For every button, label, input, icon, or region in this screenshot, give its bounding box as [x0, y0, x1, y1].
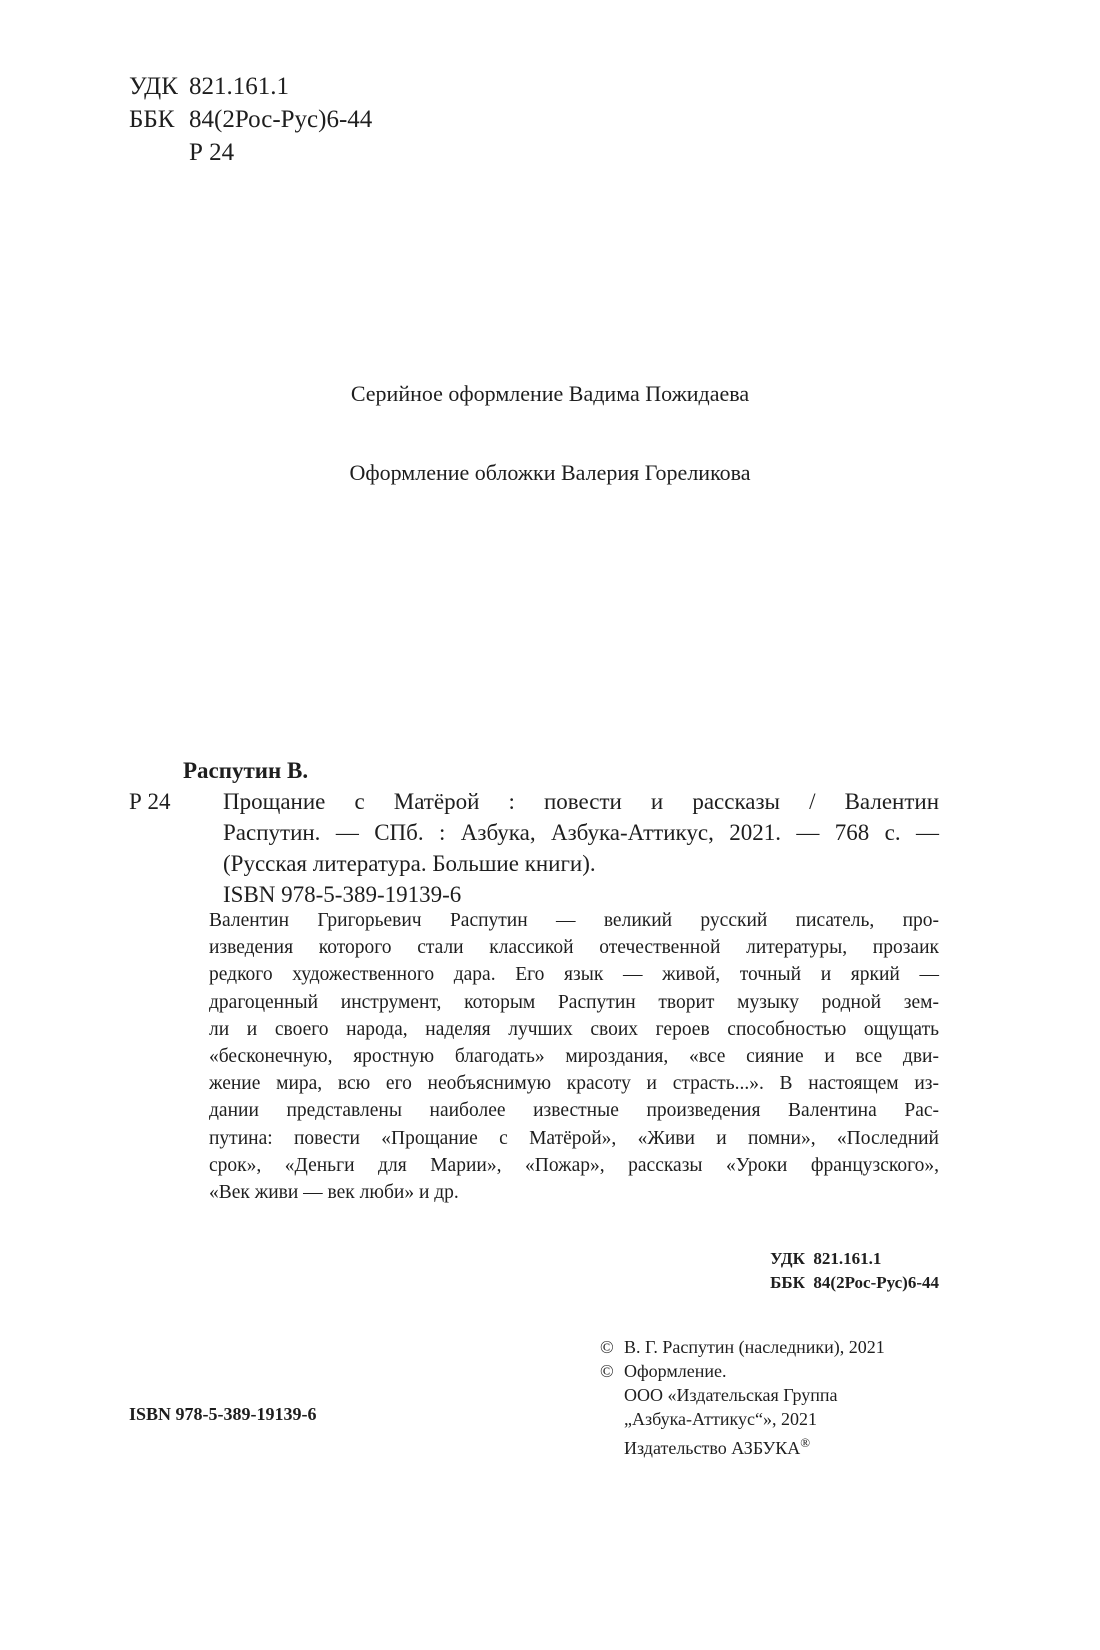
- copyright-block: [600, 1335, 885, 1460]
- entry-line: Прощание с Матёрой : повести и рассказы / Валентин: [223, 789, 939, 814]
- abstract-line: жение мира, всю его необъяснимую красоту и страсть...». В настоящем из-: [209, 1073, 939, 1095]
- bbk-row: [129, 103, 372, 136]
- registered-trademark-icon: ®: [800, 1435, 811, 1450]
- copyright-imprint: [600, 1431, 885, 1460]
- copyright-icon: ©: [600, 1337, 614, 1357]
- abstract-line: срок», «Деньги для Марии», «Пожар», рассказы «Уроки французского»,: [209, 1154, 939, 1176]
- abstract-line: Валентин Григорьевич Распутин — великий русский писатель, про-: [209, 910, 939, 931]
- abstract-line: путина: повести «Прощание с Матёрой», «Живи и помни», «Последний: [209, 1127, 939, 1149]
- udk-value: 821.161.1: [189, 73, 289, 100]
- record-abstract: [209, 907, 939, 1206]
- record-author: Распутин В.: [183, 758, 309, 783]
- abstract-line: редкого художественного дара. Его язык — живой, точный и яркий —: [209, 964, 939, 986]
- entry-line: Распутин. — СПб. : Азбука, Азбука-Аттикус, 2021. — 768 с. —: [223, 820, 939, 845]
- copyright-icon: ©: [600, 1361, 614, 1381]
- copyright-line: [600, 1359, 885, 1383]
- udk-row: [129, 70, 372, 103]
- cover-design-credit: Оформление обложки Валерия Гореликова: [349, 460, 751, 485]
- classification-block-top: [129, 70, 372, 169]
- imprint-name: Издательство АЗБУКА: [624, 1438, 801, 1458]
- copyright-design: Оформление.: [624, 1361, 727, 1381]
- copyright-publisher: ООО «Издательская Группа: [624, 1385, 838, 1405]
- udk-label: УДК: [129, 73, 178, 100]
- isbn-bottom: ISBN 978-5-389-19139-6: [129, 1404, 317, 1424]
- series-design-credit: Серийное оформление Вадима Пожидаева: [350, 381, 750, 406]
- record-entry: [223, 786, 939, 910]
- bbk-value: 84(2Рос-Рус)6-44: [189, 106, 373, 133]
- author-mark-row: [129, 136, 372, 169]
- entry-line: (Русская литература. Большие книги).: [223, 851, 596, 876]
- classification-block-bottom: [770, 1247, 939, 1295]
- record-code: Р 24: [129, 789, 171, 814]
- bbk-label: ББК: [129, 106, 175, 133]
- udk-bottom: УДК 821.161.1: [770, 1249, 882, 1268]
- author-mark: Р 24: [189, 139, 235, 166]
- record-isbn: ISBN 978-5-389-19139-6: [223, 882, 462, 907]
- copyright-line: [600, 1335, 885, 1359]
- bbk-bottom: ББК 84(2Рос-Рус)6-44: [770, 1273, 939, 1292]
- copyright-holder: В. Г. Распутин (наследники), 2021: [624, 1337, 885, 1357]
- abstract-line: дании представлены наиболее известные произведения Валентина Рас-: [209, 1100, 939, 1122]
- abstract-line: «бесконечную, яростную благодать» мироздания, «все сияние и все дви-: [209, 1046, 939, 1068]
- abstract-line: изведения которого стали классикой отечественной литературы, прозаик: [209, 937, 939, 959]
- abstract-line: ли и своего народа, наделяя лучших своих героев способностью ощущать: [209, 1018, 939, 1040]
- abstract-line: драгоценный инструмент, которым Распутин творит музыку родной зем-: [209, 991, 939, 1013]
- abstract-line: «Век живи — век люби» и др.: [209, 1182, 459, 1204]
- copyright-publisher-name: „Азбука-Аттикус“», 2021: [624, 1409, 817, 1429]
